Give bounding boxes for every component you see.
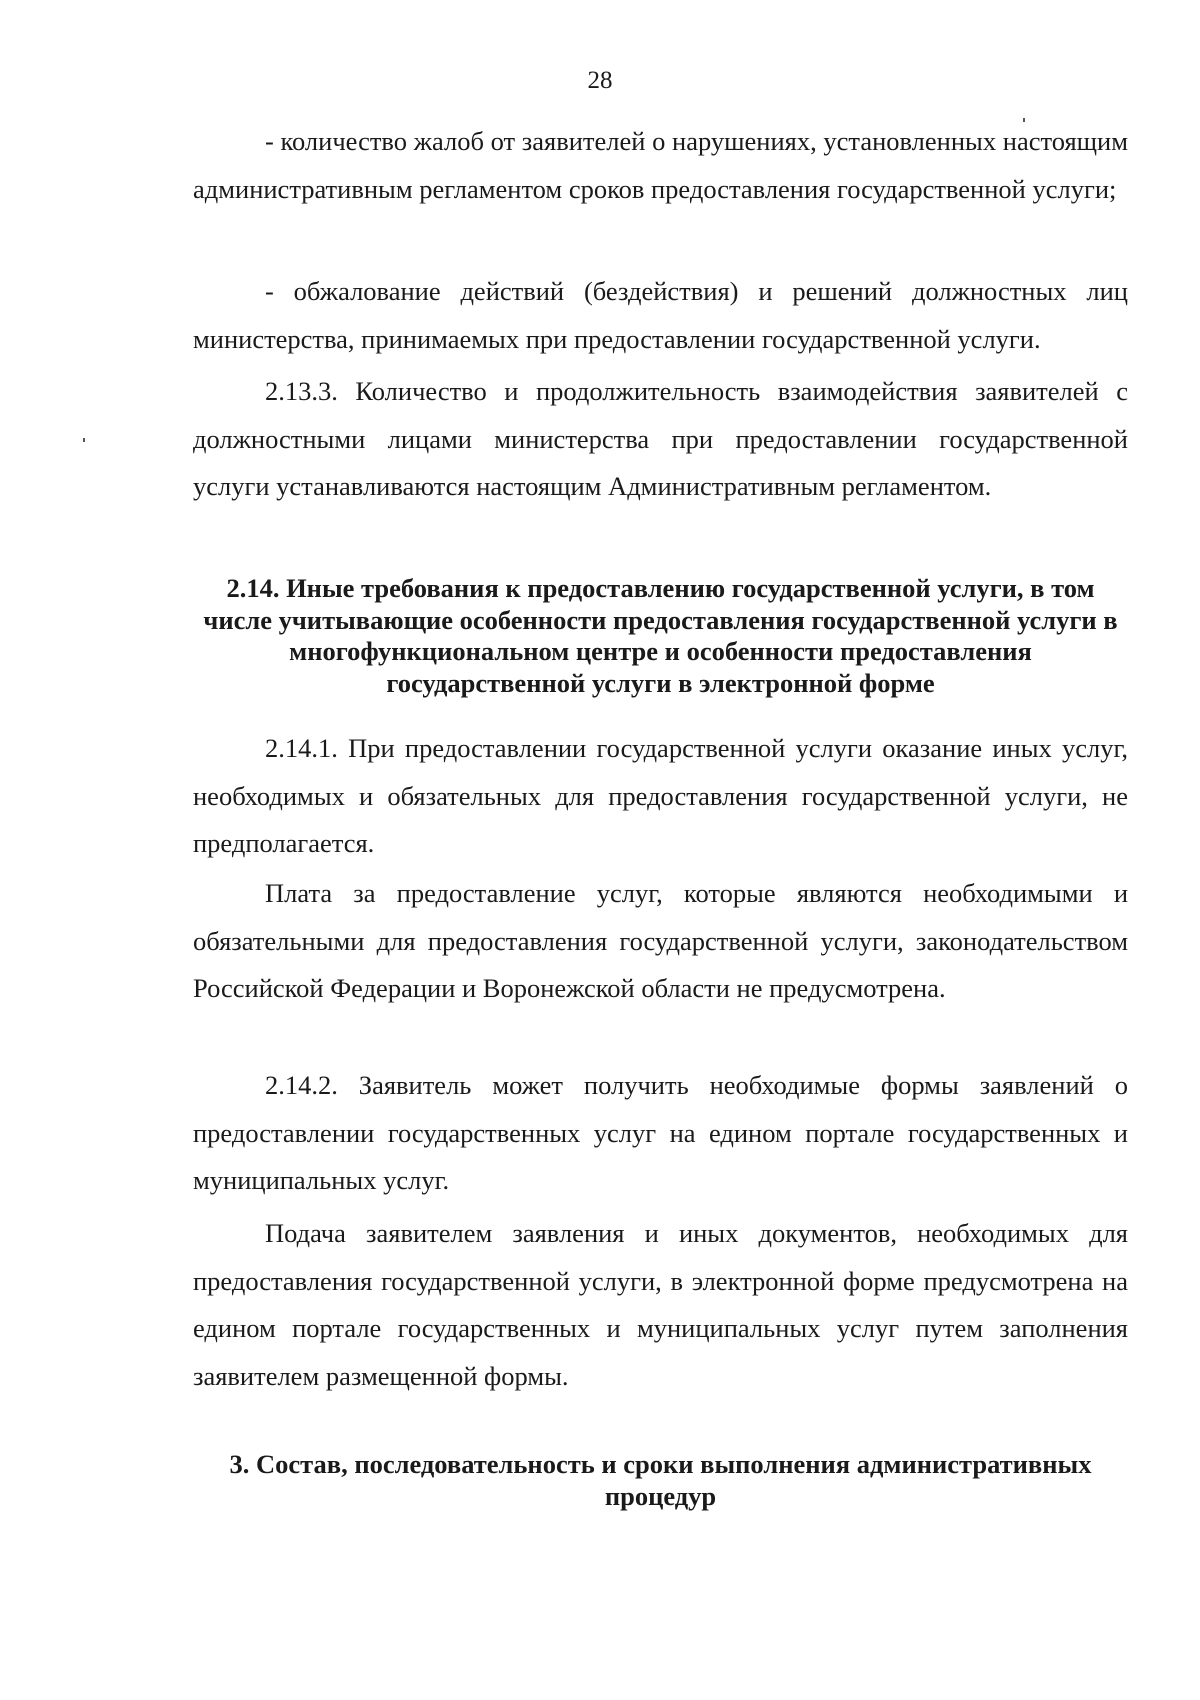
paragraph-complaints: - количество жалоб от заявителей о нарушениях, установленных настоящим административным регламентом сроков предоставления государственной услуги; — [193, 126, 1128, 204]
page-number: 28 — [587, 67, 613, 94]
paragraph-2-14-1: 2.14.1. При предоставлении государственной услуги оказание иных услуг, необходимых и обязательных для предоставления государственной услуги, не предполагается. — [193, 733, 1128, 858]
scan-speck — [83, 438, 85, 442]
section-heading-3: 3. Состав, последовательность и сроки выполнения административных процедур — [229, 1449, 1092, 1511]
paragraph-fees: Плата за предоставление услуг, которые являются необходимыми и обязательными для предоставления государственной услуги, законодательством Российской Федерации и Воронежской области не предусмотрена. — [193, 878, 1128, 1003]
paragraph-2-13-3: 2.13.3. Количество и продолжительность взаимодействия заявителей с должностными лицами министерства при предоставлении государственной услуги устанавливаются настоящим Административным регламентом. — [193, 376, 1128, 501]
paragraph-2-14-2: 2.14.2. Заявитель может получить необходимые формы заявлений о предоставлении государственных услуг на едином портале государственных и муниципальных услуг. — [193, 1070, 1128, 1195]
paragraph-electronic-submission: Подача заявителем заявления и иных документов, необходимых для предоставления государственной услуги, в электронной форме предусмотрена на едином портале государственных и муниципальных услуг путем заполнения заявителем размещенной формы. — [193, 1218, 1128, 1391]
paragraph-appeals: - обжалование действий (бездействия) и решений должностных лиц министерства, принимаемых при предоставлении государственной услуги. — [193, 276, 1128, 354]
section-heading-2-14: 2.14. Иные требования к предоставлению государственной услуги, в том числе учитывающие особенности предоставления государственной услуги в многофункциональном центре и особенности предоставления государственной услуги в электронной форме — [203, 573, 1118, 698]
